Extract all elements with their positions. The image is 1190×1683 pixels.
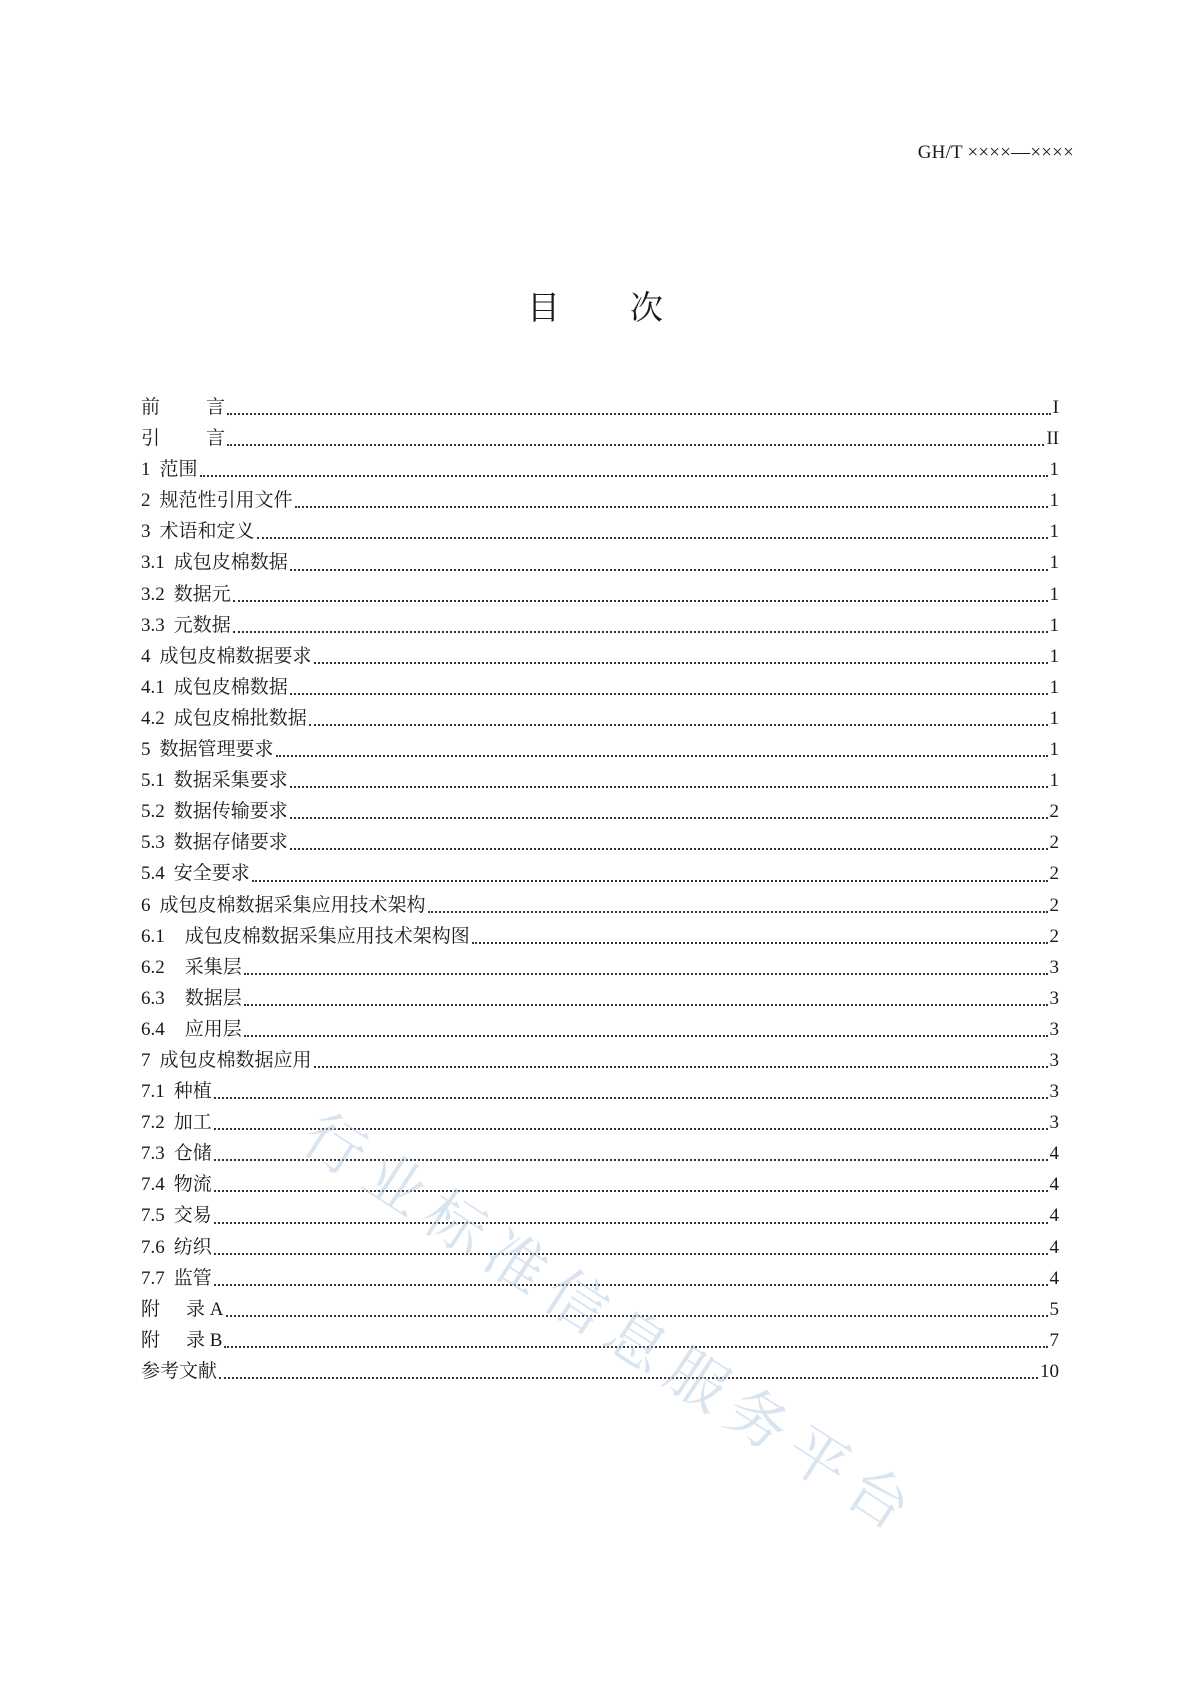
toc-entry[interactable] [141,1014,1059,1045]
toc-entry-label [141,1076,212,1107]
toc-dot-leader [290,847,1048,850]
toc-entry-page-number: 3 [1049,1018,1059,1040]
toc-entry[interactable] [141,1263,1059,1294]
toc-dot-leader [276,754,1048,757]
toc-entry-label [141,579,231,610]
toc-entry-page-number: 7 [1049,1329,1059,1351]
toc-entry-title: 成包皮棉数据 [173,552,288,574]
toc-entry-label [141,1169,212,1200]
toc-entry-number: 7 [141,1049,151,1071]
toc-entry[interactable] [141,641,1059,672]
toc-entry-page-number: 2 [1049,863,1059,885]
toc-entry-title: 参考文献 [141,1360,218,1382]
toc-entry[interactable] [141,734,1059,765]
toc-dot-leader [257,536,1048,539]
toc-entry[interactable] [141,392,1059,423]
toc-entry-number: 6.4 [141,1018,165,1040]
toc-entry-page-number: 4 [1049,1267,1059,1289]
toc-entry-label [141,423,225,454]
toc-entry-number: 6.1 [141,925,165,947]
toc-dot-leader [233,630,1048,633]
toc-entry[interactable] [141,579,1059,610]
toc-entry-title: 范围 [159,459,198,481]
toc-entry-number: 3.3 [141,614,165,636]
toc-entry-number: 7.1 [141,1081,165,1103]
toc-entry-title: 规范性引用文件 [159,490,293,512]
toc-entry-page-number: II [1046,428,1059,450]
toc-entry-page-number: 1 [1049,459,1059,481]
toc-entry-title: 数据传输要求 [173,801,288,823]
toc-entry[interactable] [141,516,1059,547]
toc-entry-page-number: 4 [1049,1143,1059,1165]
toc-entry-number: 4.1 [141,676,165,698]
toc-entry-number: 3.2 [141,583,165,605]
toc-entry-label [141,1014,242,1045]
toc-entry[interactable] [141,827,1059,858]
toc-entry-label [141,641,312,672]
toc-dot-leader [428,910,1048,913]
toc-entry-number: 7.4 [141,1174,165,1196]
toc-dot-leader [290,568,1048,571]
toc-entry-number: 7.5 [141,1205,165,1227]
toc-entry-label [141,921,470,952]
toc-entry-label [141,890,426,921]
toc-entry[interactable] [141,423,1059,454]
toc-entry-page-number: 1 [1049,614,1059,636]
toc-entry-title: 成包皮棉批数据 [173,707,307,729]
toc-dot-leader [309,723,1048,726]
toc-entry-page-number: 10 [1040,1360,1059,1382]
toc-entry[interactable] [141,1356,1059,1387]
toc-dot-leader [295,505,1048,508]
toc-entry[interactable] [141,1076,1059,1107]
toc-entry-label [141,392,225,423]
toc-dot-leader [244,972,1048,975]
toc-entry-page-number: 2 [1049,832,1059,854]
page-title [0,282,1190,329]
toc-entry[interactable] [141,703,1059,734]
toc-entry-page-number: 1 [1049,645,1059,667]
watermark: 行业标准信息服务平台 [290,1099,933,1551]
toc-entry-page-number: 1 [1049,770,1059,792]
toc-entry-page-number: 1 [1049,707,1059,729]
toc-entry-page-number: 1 [1049,490,1059,512]
toc-entry-number: 7.2 [141,1112,165,1134]
toc-entry-label [141,827,288,858]
toc-dot-leader [244,1003,1048,1006]
toc-entry-number: 4 [141,645,151,667]
toc-entry-page-number: 1 [1049,676,1059,698]
toc-entry-title: 元数据 [173,614,231,636]
toc-entry-number: 1 [141,459,151,481]
toc-entry-title: 物流 [173,1174,212,1196]
toc-entry-page-number: 4 [1049,1236,1059,1258]
toc-entry-number: 5.3 [141,832,165,854]
toc-entry-number: 6.3 [141,987,165,1009]
toc-entry[interactable] [141,547,1059,578]
toc-entry-title: 成包皮棉数据应用 [159,1049,312,1071]
toc-entry-label [141,796,288,827]
toc-entry-label [141,703,307,734]
toc-entry-title: 言 [206,428,226,450]
toc-dot-leader [214,1096,1048,1099]
toc-entry[interactable] [141,921,1059,952]
toc-entry-title: 采集层 [184,956,242,978]
toc-entry-number: 2 [141,490,151,512]
toc-entry[interactable] [141,1138,1059,1169]
toc-entry-title: 数据采集要求 [173,770,288,792]
toc-entry-page-number: 2 [1049,925,1059,947]
toc-dot-leader [219,1376,1038,1379]
toc-dot-leader [290,785,1048,788]
toc-entry-number: 5.1 [141,770,165,792]
toc-entry-title: 加工 [173,1112,212,1134]
toc-entry-title: 种植 [173,1081,212,1103]
toc-entry-page-number: 4 [1049,1174,1059,1196]
toc-dot-leader [227,412,1051,415]
toc-entry-number: 附 [141,1329,161,1351]
toc-entry-page-number: 1 [1049,739,1059,761]
toc-entry-title: 成包皮棉数据采集应用技术架构图 [184,925,470,947]
toc-entry[interactable] [141,485,1059,516]
toc-entry-title: 录 A [186,1298,224,1320]
toc-entry-number: 5 [141,739,151,761]
toc-entry-page-number: 2 [1049,894,1059,916]
toc-entry-title: 言 [206,397,226,418]
toc-entry-number: 4.2 [141,707,165,729]
toc-entry[interactable] [141,952,1059,983]
toc-entry-label [141,1045,312,1076]
toc-dot-leader [314,1065,1048,1068]
toc-entry-number: 6 [141,894,151,916]
toc-entry-title: 纺织 [173,1236,212,1258]
toc-entry-label [141,1138,212,1169]
toc-dot-leader [214,1158,1048,1161]
toc-dot-leader [214,1283,1048,1286]
toc-entry-label [141,858,250,889]
toc-entry-title: 交易 [173,1205,212,1227]
toc-entry-label [141,547,288,578]
toc-entry-page-number: 3 [1049,1081,1059,1103]
title-char-2: 次 [630,288,663,327]
toc-entry-page-number: 3 [1049,1049,1059,1071]
toc-entry[interactable] [141,1325,1059,1356]
toc-entry-page-number: I [1052,397,1059,418]
toc-entry[interactable] [141,983,1059,1014]
toc-entry[interactable] [141,765,1059,796]
toc-entry-number: 附 [141,1298,161,1320]
toc-entry-number: 5.2 [141,801,165,823]
toc-entry-label [141,1200,212,1231]
toc-dot-leader [214,1221,1048,1224]
toc-dot-leader [290,692,1048,695]
toc-entry[interactable] [141,1294,1059,1325]
toc-entry-page-number: 1 [1049,583,1059,605]
toc-entry[interactable] [141,610,1059,641]
toc-dot-leader [472,941,1048,944]
toc-entry-label [141,485,293,516]
toc-entry-page-number: 3 [1049,956,1059,978]
toc-entry-page-number: 1 [1049,552,1059,574]
toc-entry-label [141,734,274,765]
toc-dot-leader [224,1345,1047,1348]
toc-entry-title: 数据管理要求 [159,739,274,761]
standard-code: GH/T ××××—×××× [917,142,1074,163]
toc-entry[interactable] [141,890,1059,921]
toc-entry-title: 安全要求 [173,863,250,885]
toc-entry-title: 数据元 [173,583,231,605]
toc-entry-label [141,1263,212,1294]
toc-entry[interactable] [141,1232,1059,1263]
toc-entry-label [141,454,198,485]
toc-entry-label [141,1107,212,1138]
toc-dot-leader [314,661,1048,664]
toc-dot-leader [214,1189,1048,1192]
toc-entry-number: 7.7 [141,1267,165,1289]
toc-entry-page-number: 3 [1049,987,1059,1009]
toc-entry-title: 成包皮棉数据采集应用技术架构 [159,894,426,916]
toc-entry-number: 3.1 [141,552,165,574]
toc-entry-label [141,1232,212,1263]
toc-dot-leader [227,443,1044,446]
toc-entry-title: 数据存储要求 [173,832,288,854]
toc-entry-title: 成包皮棉数据 [173,676,288,698]
toc-entry-title: 仓储 [173,1143,212,1165]
toc-entry[interactable] [141,796,1059,827]
toc-dot-leader [214,1127,1048,1130]
toc-entry-title: 监管 [173,1267,212,1289]
toc-entry-page-number: 1 [1049,521,1059,543]
toc-entry-label [141,1325,222,1356]
toc-entry-label [141,1294,224,1325]
toc-entry-number: 引 [141,428,161,450]
toc-entry[interactable] [141,454,1059,485]
title-char-1: 目 [527,288,560,327]
toc-entry-page-number: 4 [1049,1205,1059,1227]
toc-entry-label [141,1356,217,1387]
toc-entry-number: 7.6 [141,1236,165,1258]
toc-entry-title: 术语和定义 [159,521,255,543]
toc-dot-leader [200,474,1048,477]
toc-entry-number: 6.2 [141,956,165,978]
table-of-contents [141,392,1059,1387]
toc-entry-page-number: 5 [1049,1298,1059,1320]
toc-entry-page-number: 3 [1049,1112,1059,1134]
toc-entry-label [141,952,242,983]
toc-entry[interactable] [141,672,1059,703]
toc-entry[interactable] [141,1107,1059,1138]
toc-entry-number: 前 [141,397,161,418]
toc-entry-number: 3 [141,521,151,543]
toc-entry[interactable] [141,858,1059,889]
toc-dot-leader [226,1314,1048,1317]
toc-entry-title: 录 B [186,1329,223,1351]
toc-dot-leader [214,1252,1048,1255]
toc-entry-page-number: 2 [1049,801,1059,823]
toc-dot-leader [233,599,1048,602]
toc-entry[interactable] [141,1169,1059,1200]
toc-dot-leader [252,879,1048,882]
toc-entry-title: 成包皮棉数据要求 [159,645,312,667]
toc-entry-label [141,610,231,641]
toc-entry-label [141,672,288,703]
toc-entry-number: 5.4 [141,863,165,885]
toc-entry[interactable] [141,1200,1059,1231]
toc-entry-label [141,983,242,1014]
toc-entry-label [141,516,255,547]
toc-entry-title: 数据层 [184,987,242,1009]
toc-entry-number: 7.3 [141,1143,165,1165]
toc-entry[interactable] [141,1045,1059,1076]
toc-dot-leader [244,1034,1048,1037]
toc-entry-title: 应用层 [184,1018,242,1040]
toc-entry-label [141,765,288,796]
toc-dot-leader [290,816,1048,819]
